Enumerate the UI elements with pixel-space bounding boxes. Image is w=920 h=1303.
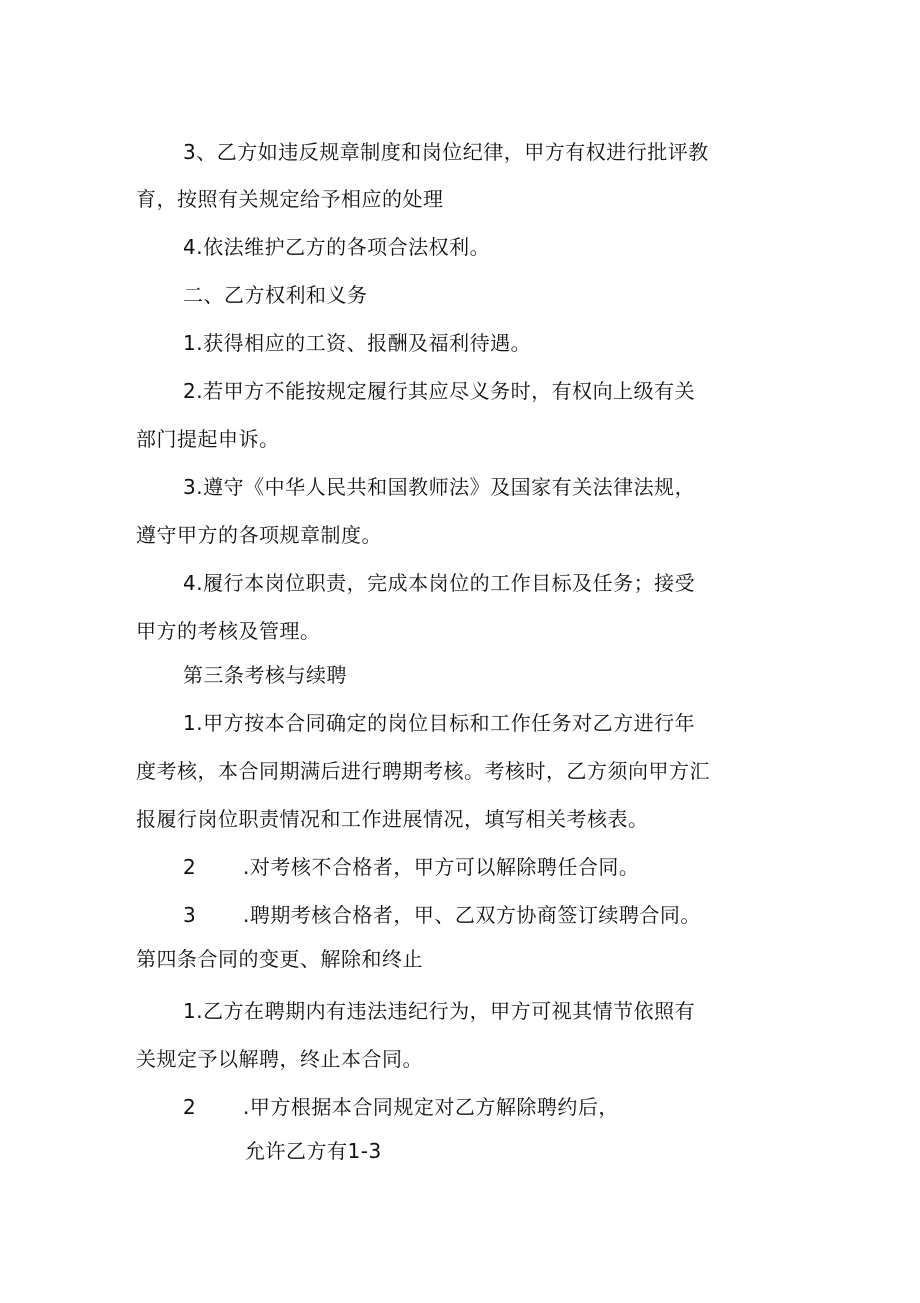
item-text: .甲方根据本合同规定对乙方解除聘约后， — [243, 1095, 619, 1119]
text-line: 2.若甲方不能按规定履行其应尽义务时，有权向上级有关 — [183, 379, 696, 403]
text-line: 关规定予以解聘，终止本合同。 — [136, 1047, 423, 1071]
section-heading: 二、乙方权利和义务 — [183, 283, 368, 307]
text-line: 部门提起申诉。 — [136, 427, 280, 451]
item-text: .对考核不合格者，甲方可以解除聘任合同。 — [243, 855, 640, 879]
text-line: 1.获得相应的工资、报酬及福利待遇。 — [183, 331, 532, 355]
text-line: 3.遵守《中华人民共和国教师法》及国家有关法律法规， — [183, 475, 696, 499]
text-line: 报履行岗位职责情况和工作进展情况，填写相关考核表。 — [136, 807, 649, 831]
text-line: 遵守甲方的各项规章制度。 — [136, 523, 382, 547]
text-line: 1.甲方按本合同确定的岗位目标和工作任务对乙方进行年 — [183, 711, 696, 735]
numbered-item — [183, 1095, 619, 1119]
text-line: 3、乙方如违反规章制度和岗位纪律，甲方有权进行批评教 — [183, 140, 709, 164]
item-number: 2 — [183, 855, 197, 879]
text-line: 4.依法维护乙方的各项合法权利。 — [183, 235, 491, 259]
numbered-item — [183, 903, 701, 927]
item-number: 2 — [183, 1095, 197, 1119]
text-line: 度考核，本合同期满后进行聘期考核。考核时，乙方须向甲方汇 — [136, 759, 710, 783]
text-line: 甲方的考核及管理。 — [136, 619, 321, 643]
item-number: 3 — [183, 903, 197, 927]
section-heading: 第三条考核与续聘 — [183, 663, 347, 687]
text-line: 育，按照有关规定给予相应的处理 — [136, 187, 444, 211]
text-line: 1.乙方在聘期内有违法违纪行为，甲方可视其情节依照有 — [183, 999, 696, 1023]
text-line: 允许乙方有1-3 — [245, 1139, 382, 1163]
text-line: 4.履行本岗位职责，完成本岗位的工作目标及任务；接受 — [183, 571, 696, 595]
numbered-item — [183, 855, 639, 879]
section-heading: 第四条合同的变更、解除和终止 — [136, 947, 423, 971]
item-text: .聘期考核合格者，甲、乙双方协商签订续聘合同。 — [243, 903, 701, 927]
